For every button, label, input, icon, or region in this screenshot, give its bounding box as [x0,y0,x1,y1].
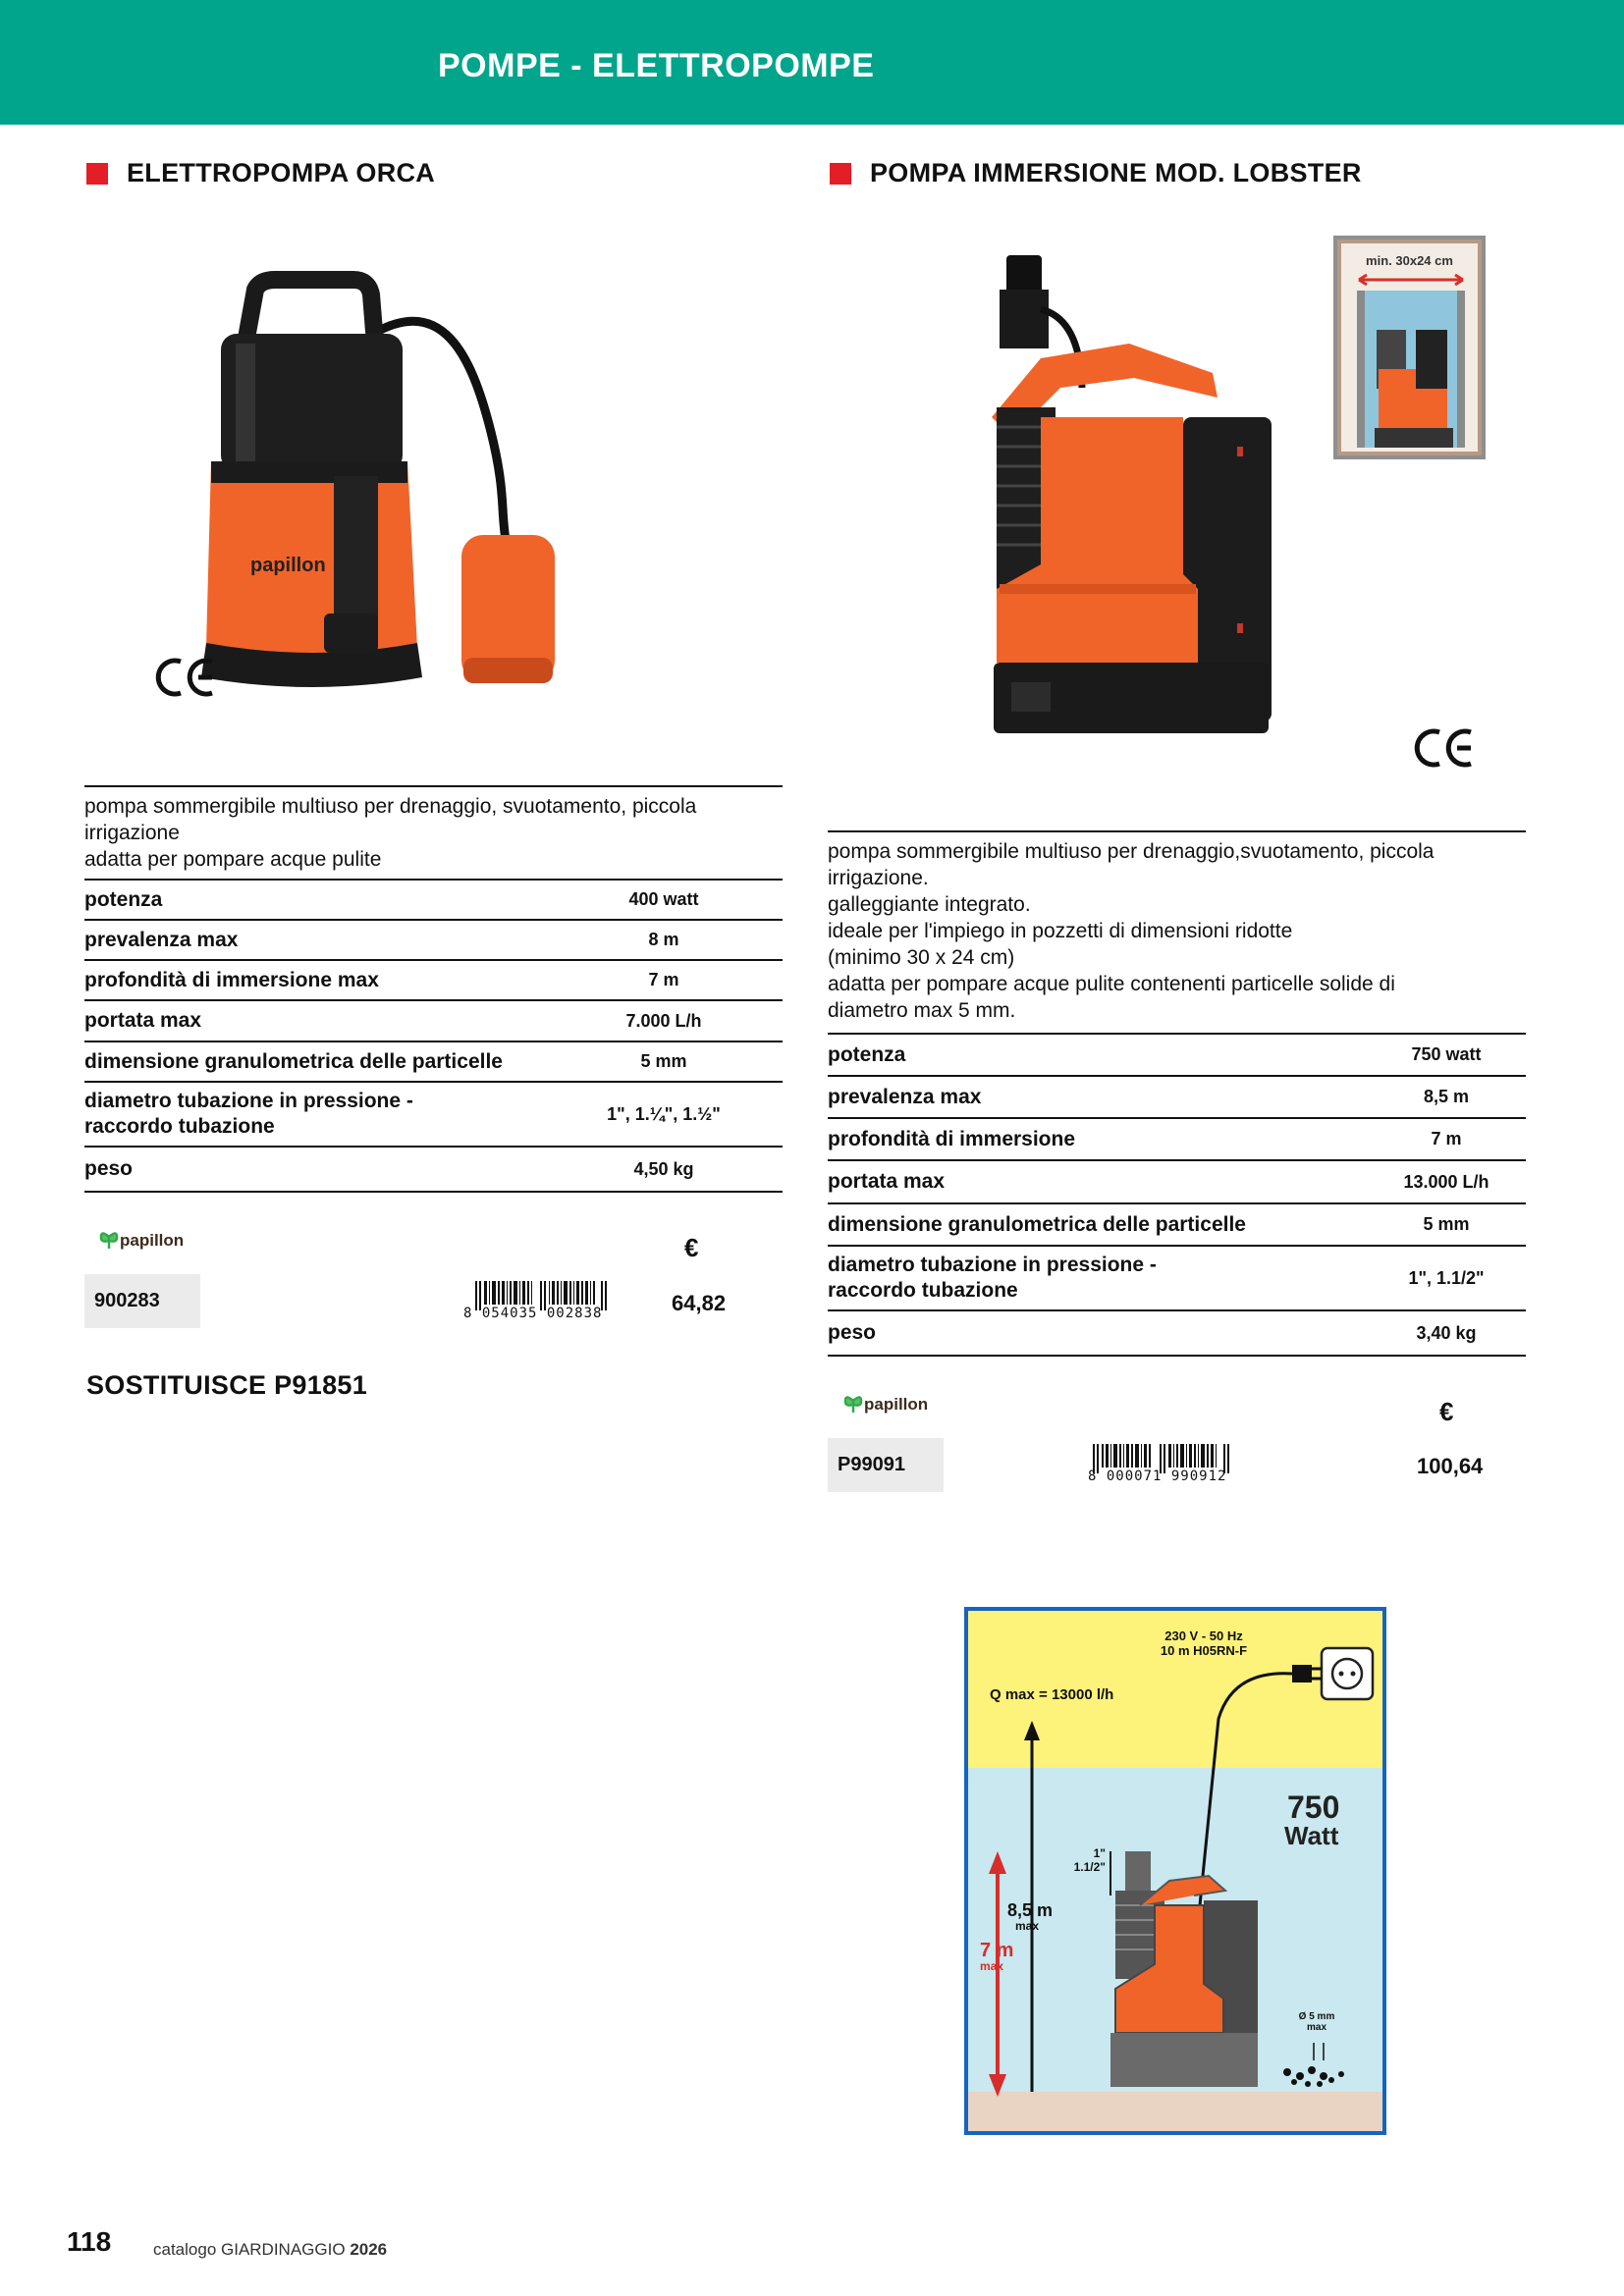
product-code: P99091 [828,1438,944,1492]
red-square-bullet [830,163,851,185]
brand-logo: papillon [842,1393,928,1415]
spec-row: portata max 7.000 L/h [84,1001,783,1042]
barcode-number: 8 054035 002838 [463,1306,603,1321]
product-title: ELETTROPOMPA ORCA [127,158,436,187]
description: pompa sommergibile multiuso per drenaggio, svuotamento, piccola irrigazione adatta per pompare acque pulite [84,795,697,871]
header-bar [0,0,1624,125]
barcode-number: 8 000071 990912 [1088,1468,1227,1484]
divider [84,785,783,787]
double-arrow-icon [1357,273,1465,287]
section-title-lobster [830,158,1362,188]
lobster-pump-photo [972,250,1296,751]
description: pompa sommergibile multiuso per drenaggio,svuotamento, piccola irrigazione. galleggiante integrato. ideale per l'impiego in pozzetti di dimensioni ridotte (minimo 30 x 24 cm) adatta per pompare acque pulite contenenti particelle solide di diametro max 5 mm. [828,840,1435,1022]
cable-text: 10 m H05RN-F [1160,1643,1248,1658]
inset-label: min. 30x24 cm [1366,253,1453,268]
spec-row: peso 3,40 kg [828,1311,1526,1357]
installation-diagram: 230 V - 50 Hz 10 m H05RN-F Q max = 13000 l/h 750 Watt 1" 1.1/2" 8,5 m max 7 m max Ø 5 mm max [964,1607,1386,2135]
replaces-note: SOSTITUISCE P91851 [86,1370,368,1400]
price: 64,82 [672,1291,727,1315]
orca-pump-photo [147,265,579,717]
currency-symbol: € [684,1233,699,1262]
butterfly-icon [842,1393,864,1415]
svg-text:papillon: papillon [250,555,326,576]
price: 100,64 [1417,1454,1484,1478]
ce-mark-icon [1414,726,1477,770]
particle-size-text: Ø 5 mm [1298,2011,1335,2022]
product-title: POMPA IMMERSIONE MOD. LOBSTER [870,158,1362,187]
section-title-orca [86,158,435,188]
spec-row: prevalenza max 8,5 m [828,1077,1526,1119]
spec-row: portata max 13.000 L/h [828,1161,1526,1204]
red-square-bullet [86,163,108,185]
head-value: 8,5 m [1007,1900,1054,1920]
power-value: 750 [1287,1789,1340,1825]
spec-row: diametro tubazione in pressione - raccordo tubazione 1", 1.¼", 1.½" [84,1083,783,1148]
power-unit: Watt [1284,1821,1339,1850]
depth-value: 7 m [980,1940,1014,1961]
ce-mark-icon [155,656,218,699]
size-inset [1333,236,1486,459]
flow-rate-text: Q max = 13000 l/h [990,1686,1114,1703]
power-supply-text: 230 V - 50 Hz [1164,1629,1243,1643]
spec-row: profondità di immersione 7 m [828,1119,1526,1161]
pit-illustration [1357,291,1465,448]
spec-row: diametro tubazione in pressione - raccordo tubazione 1", 1.1/2" [828,1247,1526,1311]
spec-row: profondità di immersione max 7 m [84,961,783,1001]
butterfly-icon [98,1229,120,1251]
footer-catalog: catalogo GIARDINAGGIO 2026 [153,2240,388,2259]
spec-row: potenza 750 watt [828,1035,1526,1077]
page-title: POMPE - ELETTROPOMPE [438,47,875,84]
product-code: 900283 [84,1274,200,1328]
spec-row: dimensione granulometrica delle particelle 5 mm [84,1042,783,1083]
spec-row: dimensione granulometrica delle particelle 5 mm [828,1204,1526,1247]
spec-row: peso 4,50 kg [84,1148,783,1193]
brand-logo: papillon [98,1229,184,1251]
divider [828,830,1526,832]
spec-row: potenza 400 watt [84,881,783,921]
spec-row: prevalenza max 8 m [84,921,783,961]
page-number: 118 [67,2226,112,2257]
currency-symbol: € [1439,1397,1454,1426]
